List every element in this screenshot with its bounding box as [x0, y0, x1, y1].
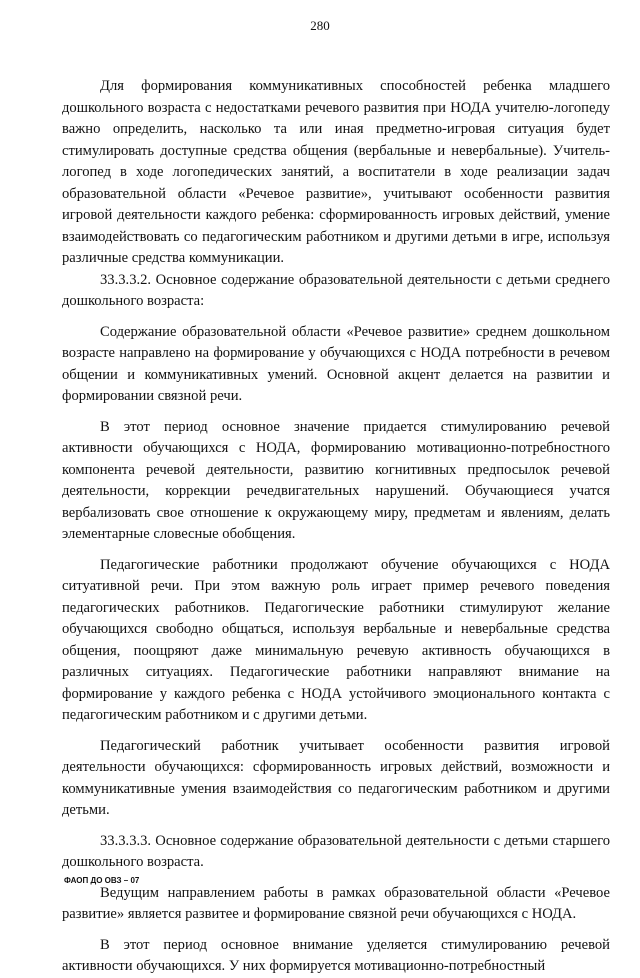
page-number: 280	[310, 18, 330, 33]
paragraph-stimulation: В этот период основное внимание уделяется стимулированию речевой активности обучающихся. У них формируется мотивационно-потребностный	[62, 936, 610, 974]
paragraph-situational-speech: Педагогические работники продолжают обучение обучающихся с НОДА ситуативной речи. При этом важную роль играет пример речевого поведения педагогических работников. Педагогические работники стимулируют желание обучающихся свободно общаться, используя вербальные и невербальные средства общения, поощряют даже минимальную речевую активность обучающихся в различных ситуациях. Педагогические работники направляют внимание на формирование у каждого ребенка с НОДА устойчивого эмоционального контакта с педагогическим работником и с другими детьми.	[62, 556, 610, 723]
section-heading-senior-age: 33.3.3.3. Основное содержание образовательной деятельности с детьми старшего дошкольного возраста.	[62, 832, 610, 870]
paragraph-speech-development-content: Содержание образовательной области «Речевое развитие» среднем дошкольном возрасте направлено на формирование у обучающихся с НОДА потребности в речевом общении и коммуникативных умений. Основной акцент делается на развитии и формировании связной речи.	[62, 323, 610, 404]
paragraph-communication: Для формирования коммуникативных способностей ребенка младшего дошкольного возраста с недостатками речевого развития при НОДА учителю-логопеду важно определить, насколько та или иная предметно-игровая ситуация будет стимулировать доступные средства общения (вербальные и невербальные). Учитель-логопед в ходе логопедических занятий, а воспитатели в ходе реализации задач образовательной области «Речевое развитие», учитывают особенности развития игровой деятельности каждого ребенка: сформированность игровых действий, умение взаимодействовать со педагогическим работником и другими детьми в игре, используя различные средства коммуникации.	[62, 78, 610, 266]
section-heading-middle-age: 33.3.3.2. Основное содержание образовательной деятельности с детьми среднего дошкольного возраста:	[62, 271, 610, 309]
footer-document-code: ФАОП ДО ОВЗ – 07	[64, 876, 140, 885]
paragraph-play-activity: Педагогический работник учитывает особенности развития игровой деятельности обучающихся: сформированность игровых действий, возможности и коммуникативные умения взаимодействия со педагогическим работником и другими детьми.	[62, 737, 610, 818]
paragraph-main-direction: Ведущим направлением работы в рамках образовательной области «Речевое развитие» является развитее и формирование связной речи обучающихся с НОДА.	[62, 884, 610, 922]
paragraph-speech-activity: В этот период основное значение придается стимулированию речевой активности обучающихся с НОДА, формированию мотивационно-потребностного компонента речевой деятельности, развитию когнитивных предпосылок речевой деятельности, коррекции речедвигательных нарушений. Обучающиеся учатся вербализовать свое отношение к окружающему миру, предметам и явлениям, делать элементарные словесные обобщения.	[62, 418, 610, 542]
document-body	[62, 76, 610, 978]
